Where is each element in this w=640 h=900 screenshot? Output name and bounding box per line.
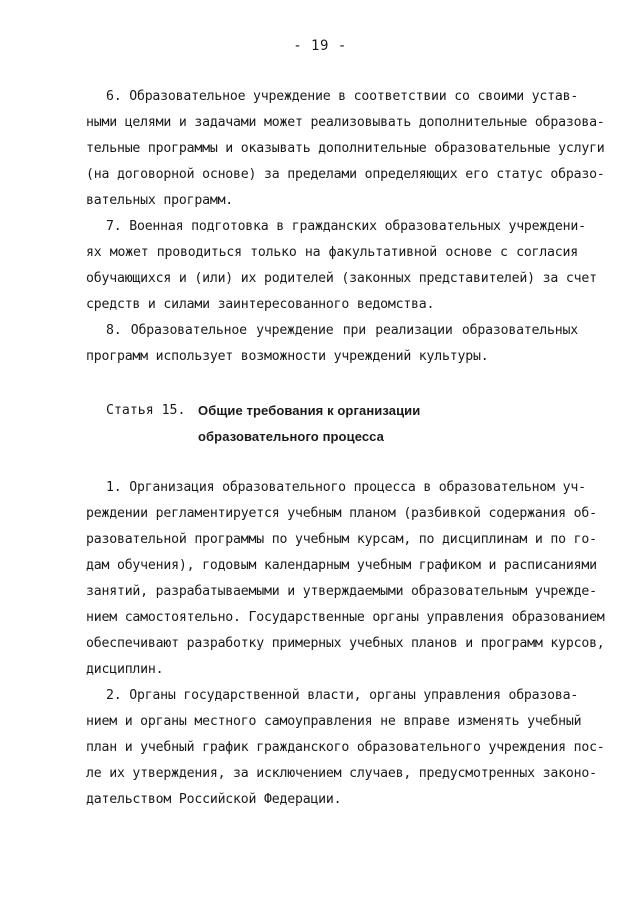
article-paragraph-1-line-5: занятий, разрабатываемыми и утверждаемыми образовательным учрежде- xyxy=(86,584,597,599)
article-paragraph-2-line-2: нием и органы местного самоуправления не вправе изменять учебный xyxy=(86,714,582,729)
page-number: - 19 - xyxy=(293,38,347,54)
paragraph-7-line-1: 7. Военная подготовка в гражданских образовательных учреждени- xyxy=(106,219,586,234)
article-title-line-2: образовательного процесса xyxy=(198,429,384,444)
paragraph-8-line-1: 8. Образовательное учреждение при реализации образовательных xyxy=(106,323,578,338)
article-paragraph-1-line-2: реждении регламентируется учебным планом (разбивкой содержания об- xyxy=(86,506,597,521)
paragraph-6-line-3: тельные программы и оказывать дополнительные образовательные услуги xyxy=(86,141,605,156)
article-title-line-1: Общие требования к организации xyxy=(198,403,421,418)
article-label: Статья 15. xyxy=(106,403,186,418)
article-paragraph-1-line-4: дам обучения), годовым календарным учебным графиком и расписаниями xyxy=(86,558,597,573)
paragraph-7-line-2: ях может проводиться только на факультативной основе с согласия xyxy=(86,245,578,260)
paragraph-6-line-2: ными целями и задачами может реализовывать дополнительные образова- xyxy=(86,115,605,130)
article-paragraph-1-line-7: обеспечивают разработку примерных учебных планов и программ курсов, xyxy=(86,636,605,651)
paragraph-7-line-4: средств и силами заинтересованного ведомства. xyxy=(86,297,435,312)
paragraph-6-line-1: 6. Образовательное учреждение в соответствии со своими устав- xyxy=(106,89,579,104)
article-paragraph-2-line-3: план и учебный график гражданского образовательного учреждения пос- xyxy=(86,740,605,755)
paragraph-6-line-4: (на договорной основе) за пределами определяющих его статус образо- xyxy=(86,167,605,182)
article-paragraph-1-line-3: разовательной программы по учебным курсам, по дисциплинам и по го- xyxy=(86,532,597,547)
paragraph-7-line-3: обучающихся и (или) их родителей (законных представителей) за счет xyxy=(86,271,597,286)
paragraph-8-line-2: программ использует возможности учреждений культуры. xyxy=(86,349,489,364)
article-paragraph-2-line-1: 2. Органы государственной власти, органы управления образова- xyxy=(106,688,579,703)
article-paragraph-1-line-6: нием самостоятельно. Государственные органы управления образованием xyxy=(86,610,605,625)
paragraph-6-line-5: вательных программ. xyxy=(86,193,234,208)
article-paragraph-1-line-8: дисциплин. xyxy=(86,662,164,677)
article-paragraph-2-line-4: ле их утверждения, за исключением случаев, предусмотренных законо- xyxy=(86,766,597,781)
article-paragraph-2-line-5: дательством Российской Федерации. xyxy=(86,792,342,807)
article-paragraph-1-line-1: 1. Организация образовательного процесса в образовательном уч- xyxy=(106,480,586,495)
